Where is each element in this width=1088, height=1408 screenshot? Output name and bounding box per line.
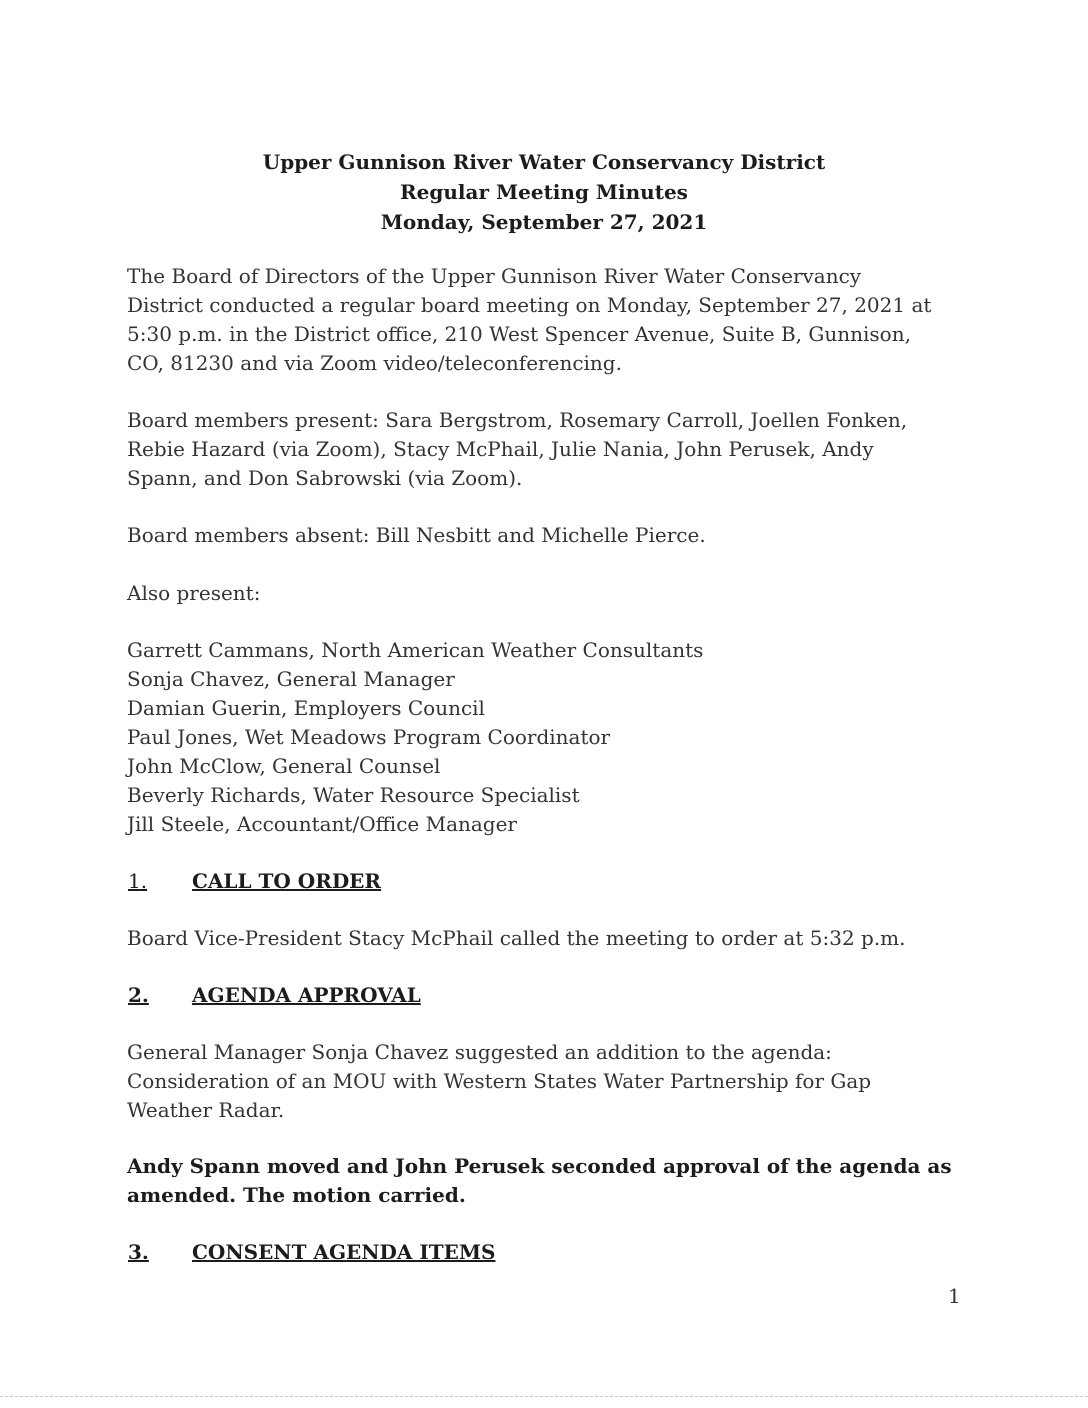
section-number: 2. bbox=[128, 983, 149, 1007]
motion-line: Andy Spann moved and John Perusek seconded approval of the agenda as bbox=[127, 1154, 952, 1178]
section-number: 1. bbox=[128, 869, 148, 893]
members-present-line: Board members present: Sara Bergstrom, Rosemary Carroll, Joellen Fonken, bbox=[127, 408, 908, 432]
section-heading-call-to-order bbox=[128, 867, 381, 895]
title-organization: Upper Gunnison River Water Conservancy District bbox=[262, 150, 826, 174]
members-present-paragraph bbox=[127, 406, 967, 493]
page-number: 1 bbox=[948, 1284, 961, 1308]
document-title bbox=[0, 147, 1088, 237]
members-present-line: Spann, and Don Sabrowski (via Zoom). bbox=[127, 466, 523, 490]
attendee-item: Jill Steele, Accountant/Office Manager bbox=[127, 812, 517, 836]
attendee-item: Damian Guerin, Employers Council bbox=[127, 696, 485, 720]
attendee-item: Sonja Chavez, General Manager bbox=[127, 667, 455, 691]
attendee-item: Beverly Richards, Water Resource Specialist bbox=[127, 783, 580, 807]
motion-line: amended. The motion carried. bbox=[127, 1183, 466, 1207]
also-present-label: Also present: bbox=[127, 581, 261, 605]
section-title: AGENDA APPROVAL bbox=[192, 983, 421, 1007]
intro-line: CO, 81230 and via Zoom video/teleconferencing. bbox=[127, 351, 622, 375]
call-to-order-body bbox=[127, 924, 967, 953]
title-date: Monday, September 27, 2021 bbox=[380, 210, 708, 234]
section-heading-agenda-approval bbox=[128, 981, 421, 1009]
members-absent-line: Board members absent: Bill Nesbitt and Michelle Pierce. bbox=[127, 523, 706, 547]
also-present-list bbox=[127, 636, 967, 839]
section-title: CONSENT AGENDA ITEMS bbox=[192, 1240, 496, 1264]
agenda-approval-body bbox=[127, 1038, 967, 1125]
section-title: CALL TO ORDER bbox=[192, 869, 382, 893]
intro-line: 5:30 p.m. in the District office, 210 West Spencer Avenue, Suite B, Gunnison, bbox=[127, 322, 911, 346]
section-body-line: Weather Radar. bbox=[127, 1098, 285, 1122]
attendee-item: John McClow, General Counsel bbox=[127, 754, 441, 778]
members-present-line: Rebie Hazard (via Zoom), Stacy McPhail, Julie Nania, John Perusek, Andy bbox=[127, 437, 874, 461]
scan-edge-divider bbox=[0, 1396, 1088, 1397]
section-number: 3. bbox=[128, 1240, 149, 1264]
members-absent-paragraph bbox=[127, 521, 967, 550]
section-body-line: Board Vice-President Stacy McPhail called the meeting to order at 5:32 p.m. bbox=[127, 926, 906, 950]
attendee-item: Paul Jones, Wet Meadows Program Coordinator bbox=[127, 725, 611, 749]
title-document-type: Regular Meeting Minutes bbox=[400, 180, 688, 204]
attendee-item: Garrett Cammans, North American Weather Consultants bbox=[127, 638, 704, 662]
intro-line: District conducted a regular board meeting on Monday, September 27, 2021 at bbox=[127, 293, 932, 317]
section-body-line: Consideration of an MOU with Western States Water Partnership for Gap bbox=[127, 1069, 872, 1093]
intro-line: The Board of Directors of the Upper Gunnison River Water Conservancy bbox=[127, 264, 862, 288]
section-heading-consent-agenda bbox=[128, 1238, 495, 1266]
intro-paragraph bbox=[127, 262, 967, 378]
agenda-motion bbox=[127, 1152, 987, 1210]
section-body-line: General Manager Sonja Chavez suggested an addition to the agenda: bbox=[127, 1040, 832, 1064]
